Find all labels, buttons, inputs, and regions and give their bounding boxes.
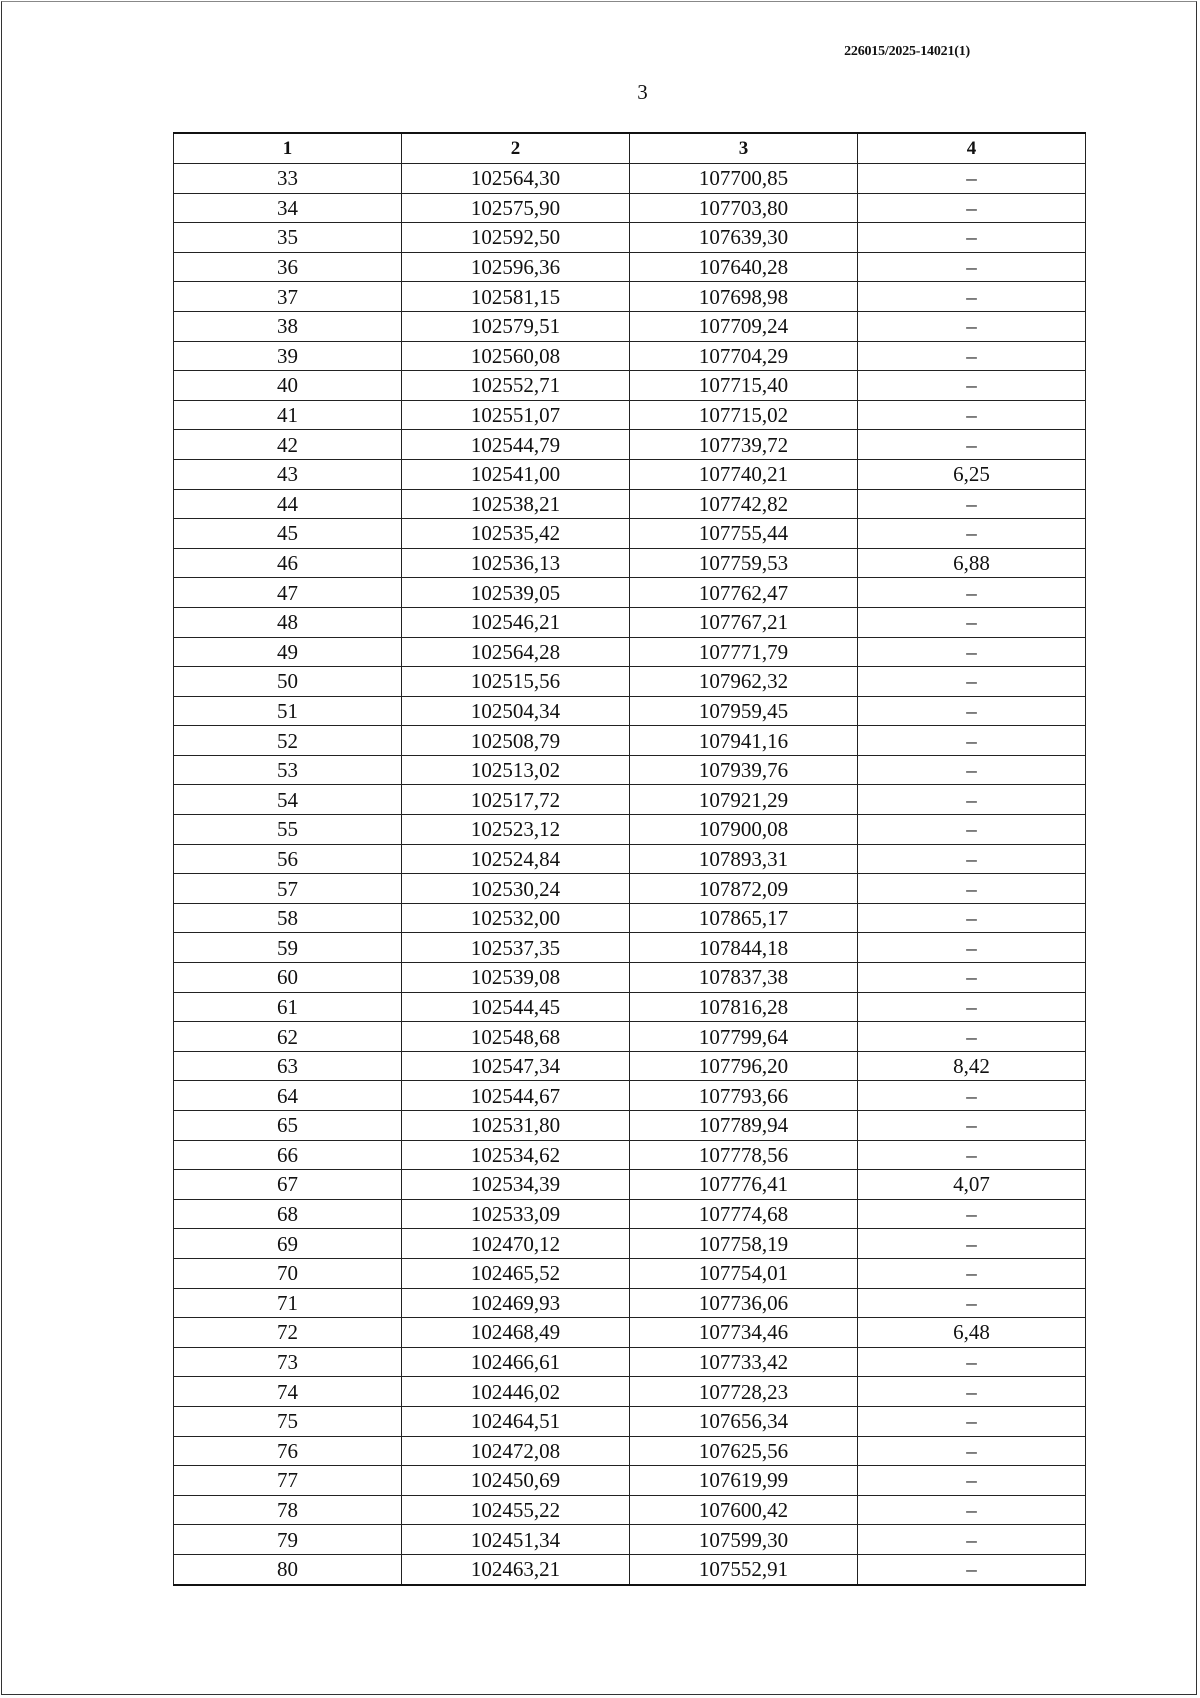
- y-coordinate-cell: 107736,06: [630, 1288, 858, 1318]
- table-row: [174, 341, 1086, 371]
- distance-cell: –: [858, 1347, 1086, 1377]
- table-row: [174, 223, 1086, 253]
- distance-cell: –: [858, 903, 1086, 933]
- distance-cell: –: [858, 933, 1086, 963]
- table-row: [174, 578, 1086, 608]
- distance-cell: –: [858, 311, 1086, 341]
- point-number-cell: 63: [174, 1051, 402, 1081]
- y-coordinate-cell: 107755,44: [630, 519, 858, 549]
- x-coordinate-cell: 102564,28: [402, 637, 630, 667]
- y-coordinate-cell: 107734,46: [630, 1318, 858, 1348]
- table-row: [174, 607, 1086, 637]
- table-row: [174, 1081, 1086, 1111]
- distance-cell: –: [858, 637, 1086, 667]
- x-coordinate-cell: 102536,13: [402, 548, 630, 578]
- y-coordinate-cell: 107639,30: [630, 223, 858, 253]
- point-number-cell: 62: [174, 1022, 402, 1052]
- x-coordinate-cell: 102538,21: [402, 489, 630, 519]
- y-coordinate-cell: 107759,53: [630, 548, 858, 578]
- point-number-cell: 55: [174, 815, 402, 845]
- distance-cell: –: [858, 1199, 1086, 1229]
- point-number-cell: 49: [174, 637, 402, 667]
- distance-cell: –: [858, 844, 1086, 874]
- distance-cell: –: [858, 1525, 1086, 1555]
- y-coordinate-cell: 107771,79: [630, 637, 858, 667]
- x-coordinate-cell: 102472,08: [402, 1436, 630, 1466]
- y-coordinate-cell: 107900,08: [630, 815, 858, 845]
- distance-cell: –: [858, 992, 1086, 1022]
- coordinates-table-container: [173, 132, 1085, 1586]
- table-row: [174, 1140, 1086, 1170]
- table-row: [174, 311, 1086, 341]
- column-header-4: 4: [858, 133, 1086, 164]
- distance-cell: –: [858, 785, 1086, 815]
- table-row: [174, 1022, 1086, 1052]
- point-number-cell: 39: [174, 341, 402, 371]
- point-number-cell: 48: [174, 607, 402, 637]
- distance-cell: –: [858, 1140, 1086, 1170]
- table-row: [174, 489, 1086, 519]
- y-coordinate-cell: 107799,64: [630, 1022, 858, 1052]
- distance-cell: –: [858, 578, 1086, 608]
- distance-cell: –: [858, 164, 1086, 194]
- point-number-cell: 54: [174, 785, 402, 815]
- table-row: [174, 1466, 1086, 1496]
- y-coordinate-cell: 107740,21: [630, 459, 858, 489]
- y-coordinate-cell: 107959,45: [630, 696, 858, 726]
- distance-cell: –: [858, 400, 1086, 430]
- point-number-cell: 37: [174, 282, 402, 312]
- distance-cell: –: [858, 607, 1086, 637]
- y-coordinate-cell: 107837,38: [630, 963, 858, 993]
- coordinates-table: [173, 132, 1086, 1586]
- x-coordinate-cell: 102531,80: [402, 1111, 630, 1141]
- x-coordinate-cell: 102455,22: [402, 1495, 630, 1525]
- table-row: [174, 164, 1086, 194]
- point-number-cell: 56: [174, 844, 402, 874]
- distance-cell: –: [858, 1406, 1086, 1436]
- point-number-cell: 35: [174, 223, 402, 253]
- table-row: [174, 844, 1086, 874]
- distance-cell: –: [858, 1229, 1086, 1259]
- distance-cell: –: [858, 726, 1086, 756]
- distance-cell: –: [858, 963, 1086, 993]
- point-number-cell: 51: [174, 696, 402, 726]
- table-row: [174, 637, 1086, 667]
- table-body: [174, 164, 1086, 1585]
- table-row: [174, 1288, 1086, 1318]
- point-number-cell: 43: [174, 459, 402, 489]
- table-row: [174, 400, 1086, 430]
- y-coordinate-cell: 107700,85: [630, 164, 858, 194]
- x-coordinate-cell: 102534,62: [402, 1140, 630, 1170]
- table-row: [174, 1495, 1086, 1525]
- y-coordinate-cell: 107728,23: [630, 1377, 858, 1407]
- point-number-cell: 53: [174, 755, 402, 785]
- point-number-cell: 33: [174, 164, 402, 194]
- table-row: [174, 992, 1086, 1022]
- y-coordinate-cell: 107844,18: [630, 933, 858, 963]
- x-coordinate-cell: 102466,61: [402, 1347, 630, 1377]
- x-coordinate-cell: 102463,21: [402, 1554, 630, 1584]
- table-row: [174, 548, 1086, 578]
- y-coordinate-cell: 107703,80: [630, 193, 858, 223]
- table-row: [174, 696, 1086, 726]
- y-coordinate-cell: 107762,47: [630, 578, 858, 608]
- x-coordinate-cell: 102539,05: [402, 578, 630, 608]
- table-row: [174, 1525, 1086, 1555]
- y-coordinate-cell: 107767,21: [630, 607, 858, 637]
- distance-cell: 8,42: [858, 1051, 1086, 1081]
- distance-cell: –: [858, 1081, 1086, 1111]
- table-row: [174, 963, 1086, 993]
- x-coordinate-cell: 102581,15: [402, 282, 630, 312]
- table-row: [174, 874, 1086, 904]
- distance-cell: –: [858, 755, 1086, 785]
- point-number-cell: 66: [174, 1140, 402, 1170]
- point-number-cell: 71: [174, 1288, 402, 1318]
- table-row: [174, 252, 1086, 282]
- x-coordinate-cell: 102533,09: [402, 1199, 630, 1229]
- x-coordinate-cell: 102524,84: [402, 844, 630, 874]
- x-coordinate-cell: 102552,71: [402, 371, 630, 401]
- table-row: [174, 1111, 1086, 1141]
- point-number-cell: 40: [174, 371, 402, 401]
- table-row: [174, 1170, 1086, 1200]
- point-number-cell: 38: [174, 311, 402, 341]
- table-row: [174, 1318, 1086, 1348]
- distance-cell: –: [858, 282, 1086, 312]
- x-coordinate-cell: 102564,30: [402, 164, 630, 194]
- x-coordinate-cell: 102551,07: [402, 400, 630, 430]
- y-coordinate-cell: 107776,41: [630, 1170, 858, 1200]
- table-row: [174, 903, 1086, 933]
- y-coordinate-cell: 107921,29: [630, 785, 858, 815]
- table-header-row: [174, 133, 1086, 164]
- distance-cell: 6,25: [858, 459, 1086, 489]
- point-number-cell: 65: [174, 1111, 402, 1141]
- x-coordinate-cell: 102451,34: [402, 1525, 630, 1555]
- y-coordinate-cell: 107793,66: [630, 1081, 858, 1111]
- table-row: [174, 667, 1086, 697]
- y-coordinate-cell: 107865,17: [630, 903, 858, 933]
- x-coordinate-cell: 102470,12: [402, 1229, 630, 1259]
- y-coordinate-cell: 107893,31: [630, 844, 858, 874]
- point-number-cell: 73: [174, 1347, 402, 1377]
- x-coordinate-cell: 102544,67: [402, 1081, 630, 1111]
- point-number-cell: 77: [174, 1466, 402, 1496]
- x-coordinate-cell: 102575,90: [402, 193, 630, 223]
- y-coordinate-cell: 107739,72: [630, 430, 858, 460]
- table-row: [174, 1554, 1086, 1584]
- table-row: [174, 1436, 1086, 1466]
- x-coordinate-cell: 102446,02: [402, 1377, 630, 1407]
- x-coordinate-cell: 102469,93: [402, 1288, 630, 1318]
- point-number-cell: 76: [174, 1436, 402, 1466]
- x-coordinate-cell: 102513,02: [402, 755, 630, 785]
- distance-cell: –: [858, 430, 1086, 460]
- x-coordinate-cell: 102539,08: [402, 963, 630, 993]
- x-coordinate-cell: 102464,51: [402, 1406, 630, 1436]
- table-row: [174, 1406, 1086, 1436]
- table-row: [174, 815, 1086, 845]
- x-coordinate-cell: 102544,45: [402, 992, 630, 1022]
- y-coordinate-cell: 107816,28: [630, 992, 858, 1022]
- distance-cell: –: [858, 1288, 1086, 1318]
- distance-cell: –: [858, 874, 1086, 904]
- table-row: [174, 430, 1086, 460]
- point-number-cell: 45: [174, 519, 402, 549]
- column-header-2: 2: [402, 133, 630, 164]
- x-coordinate-cell: 102535,42: [402, 519, 630, 549]
- distance-cell: –: [858, 1377, 1086, 1407]
- x-coordinate-cell: 102547,34: [402, 1051, 630, 1081]
- y-coordinate-cell: 107872,09: [630, 874, 858, 904]
- distance-cell: 4,07: [858, 1170, 1086, 1200]
- x-coordinate-cell: 102450,69: [402, 1466, 630, 1496]
- y-coordinate-cell: 107796,20: [630, 1051, 858, 1081]
- distance-cell: –: [858, 1022, 1086, 1052]
- x-coordinate-cell: 102541,00: [402, 459, 630, 489]
- y-coordinate-cell: 107552,91: [630, 1554, 858, 1584]
- point-number-cell: 67: [174, 1170, 402, 1200]
- table-row: [174, 1347, 1086, 1377]
- point-number-cell: 57: [174, 874, 402, 904]
- distance-cell: 6,88: [858, 548, 1086, 578]
- distance-cell: –: [858, 1258, 1086, 1288]
- y-coordinate-cell: 107640,28: [630, 252, 858, 282]
- y-coordinate-cell: 107600,42: [630, 1495, 858, 1525]
- distance-cell: –: [858, 1495, 1086, 1525]
- table-row: [174, 459, 1086, 489]
- point-number-cell: 47: [174, 578, 402, 608]
- point-number-cell: 41: [174, 400, 402, 430]
- x-coordinate-cell: 102596,36: [402, 252, 630, 282]
- y-coordinate-cell: 107774,68: [630, 1199, 858, 1229]
- table-row: [174, 785, 1086, 815]
- point-number-cell: 44: [174, 489, 402, 519]
- x-coordinate-cell: 102465,52: [402, 1258, 630, 1288]
- x-coordinate-cell: 102523,12: [402, 815, 630, 845]
- y-coordinate-cell: 107754,01: [630, 1258, 858, 1288]
- y-coordinate-cell: 107709,24: [630, 311, 858, 341]
- table-row: [174, 726, 1086, 756]
- y-coordinate-cell: 107758,19: [630, 1229, 858, 1259]
- y-coordinate-cell: 107704,29: [630, 341, 858, 371]
- distance-cell: –: [858, 489, 1086, 519]
- x-coordinate-cell: 102530,24: [402, 874, 630, 904]
- table-row: [174, 519, 1086, 549]
- x-coordinate-cell: 102515,56: [402, 667, 630, 697]
- distance-cell: –: [858, 341, 1086, 371]
- distance-cell: –: [858, 667, 1086, 697]
- point-number-cell: 36: [174, 252, 402, 282]
- table-row: [174, 755, 1086, 785]
- table-row: [174, 1258, 1086, 1288]
- point-number-cell: 68: [174, 1199, 402, 1229]
- distance-cell: –: [858, 193, 1086, 223]
- x-coordinate-cell: 102579,51: [402, 311, 630, 341]
- distance-cell: –: [858, 223, 1086, 253]
- point-number-cell: 80: [174, 1554, 402, 1584]
- y-coordinate-cell: 107941,16: [630, 726, 858, 756]
- point-number-cell: 79: [174, 1525, 402, 1555]
- x-coordinate-cell: 102468,49: [402, 1318, 630, 1348]
- x-coordinate-cell: 102560,08: [402, 341, 630, 371]
- table-row: [174, 193, 1086, 223]
- x-coordinate-cell: 102517,72: [402, 785, 630, 815]
- x-coordinate-cell: 102504,34: [402, 696, 630, 726]
- point-number-cell: 75: [174, 1406, 402, 1436]
- point-number-cell: 78: [174, 1495, 402, 1525]
- x-coordinate-cell: 102508,79: [402, 726, 630, 756]
- distance-cell: 6,48: [858, 1318, 1086, 1348]
- y-coordinate-cell: 107698,98: [630, 282, 858, 312]
- x-coordinate-cell: 102534,39: [402, 1170, 630, 1200]
- x-coordinate-cell: 102548,68: [402, 1022, 630, 1052]
- x-coordinate-cell: 102544,79: [402, 430, 630, 460]
- y-coordinate-cell: 107625,56: [630, 1436, 858, 1466]
- point-number-cell: 42: [174, 430, 402, 460]
- table-row: [174, 933, 1086, 963]
- table-row: [174, 371, 1086, 401]
- point-number-cell: 58: [174, 903, 402, 933]
- y-coordinate-cell: 107656,34: [630, 1406, 858, 1436]
- distance-cell: –: [858, 252, 1086, 282]
- page-number: 3: [637, 80, 648, 104]
- x-coordinate-cell: 102546,21: [402, 607, 630, 637]
- distance-cell: –: [858, 1554, 1086, 1584]
- distance-cell: –: [858, 1436, 1086, 1466]
- point-number-cell: 64: [174, 1081, 402, 1111]
- y-coordinate-cell: 107733,42: [630, 1347, 858, 1377]
- distance-cell: –: [858, 519, 1086, 549]
- table-row: [174, 1051, 1086, 1081]
- column-header-1: 1: [174, 133, 402, 164]
- y-coordinate-cell: 107778,56: [630, 1140, 858, 1170]
- table-row: [174, 1199, 1086, 1229]
- x-coordinate-cell: 102592,50: [402, 223, 630, 253]
- y-coordinate-cell: 107962,32: [630, 667, 858, 697]
- point-number-cell: 72: [174, 1318, 402, 1348]
- y-coordinate-cell: 107939,76: [630, 755, 858, 785]
- point-number-cell: 60: [174, 963, 402, 993]
- point-number-cell: 34: [174, 193, 402, 223]
- document-number: 226015/2025-14021(1): [844, 44, 970, 59]
- distance-cell: –: [858, 1466, 1086, 1496]
- point-number-cell: 74: [174, 1377, 402, 1407]
- point-number-cell: 52: [174, 726, 402, 756]
- point-number-cell: 61: [174, 992, 402, 1022]
- x-coordinate-cell: 102532,00: [402, 903, 630, 933]
- y-coordinate-cell: 107742,82: [630, 489, 858, 519]
- point-number-cell: 59: [174, 933, 402, 963]
- y-coordinate-cell: 107789,94: [630, 1111, 858, 1141]
- column-header-3: 3: [630, 133, 858, 164]
- y-coordinate-cell: 107619,99: [630, 1466, 858, 1496]
- x-coordinate-cell: 102537,35: [402, 933, 630, 963]
- point-number-cell: 69: [174, 1229, 402, 1259]
- point-number-cell: 70: [174, 1258, 402, 1288]
- table-row: [174, 1229, 1086, 1259]
- point-number-cell: 50: [174, 667, 402, 697]
- distance-cell: –: [858, 371, 1086, 401]
- distance-cell: –: [858, 1111, 1086, 1141]
- y-coordinate-cell: 107715,02: [630, 400, 858, 430]
- distance-cell: –: [858, 696, 1086, 726]
- y-coordinate-cell: 107599,30: [630, 1525, 858, 1555]
- distance-cell: –: [858, 815, 1086, 845]
- y-coordinate-cell: 107715,40: [630, 371, 858, 401]
- table-row: [174, 282, 1086, 312]
- point-number-cell: 46: [174, 548, 402, 578]
- table-row: [174, 1377, 1086, 1407]
